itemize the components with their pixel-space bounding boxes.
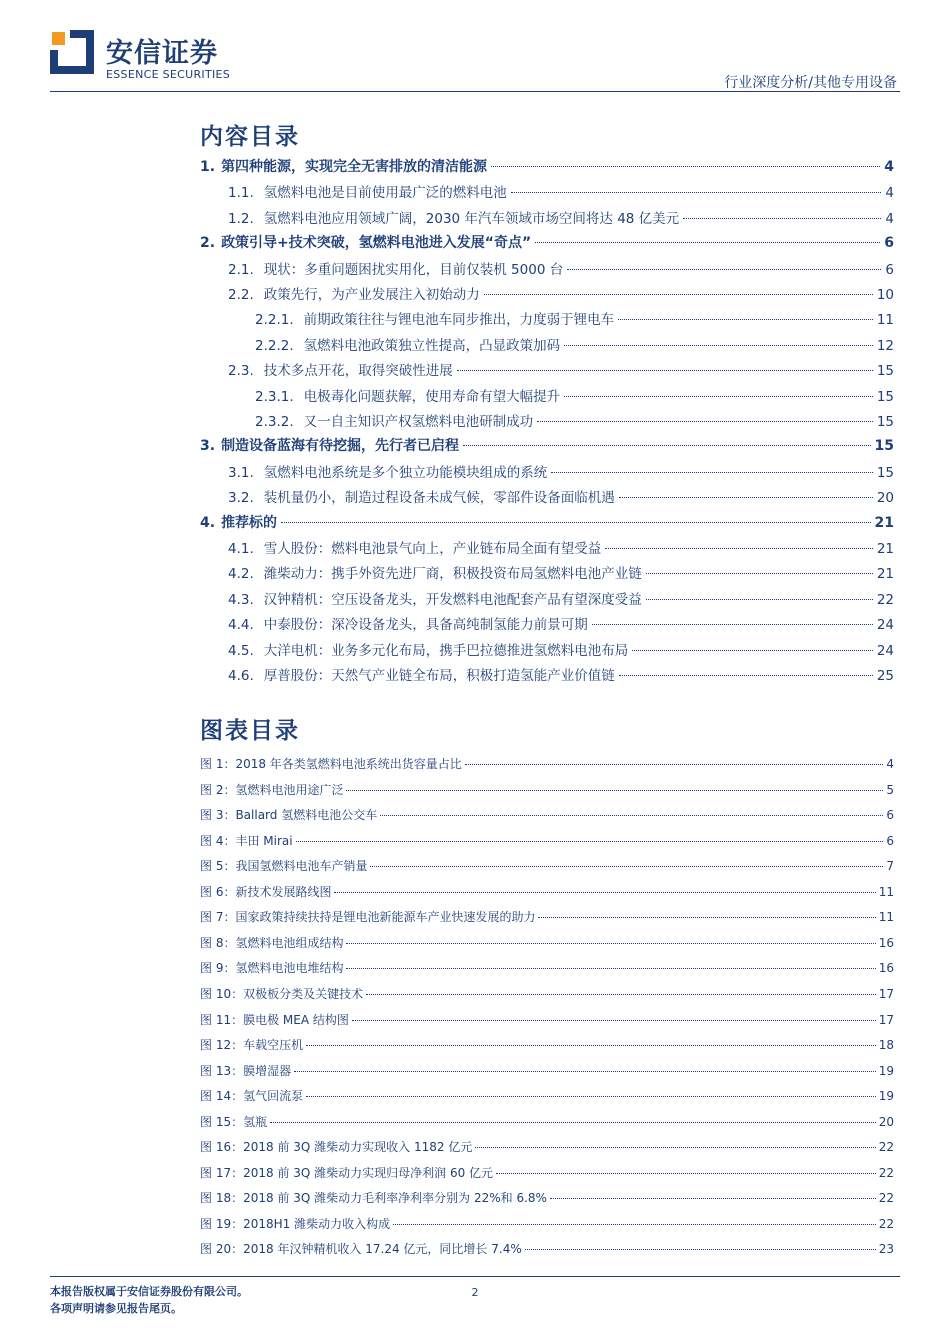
essence-logo-icon [50, 30, 94, 74]
toc-entry-page: 25 [876, 668, 894, 684]
toc-leader-dots [683, 218, 881, 219]
figure-entry-title: 2018 前 3Q 潍柴动力实现归母净利润 60 亿元 [243, 1165, 494, 1180]
toc-entry[interactable] [200, 562, 894, 584]
toc-leader-dots [551, 472, 873, 473]
toc-leader-dots [535, 242, 880, 243]
figure-list-title: 图表目录 [200, 718, 300, 744]
figure-entry-label: 图 13： [200, 1063, 244, 1078]
figure-entry-page: 6 [886, 833, 894, 848]
toc-entry-title: 技术多点开花，取得突破性进展 [263, 363, 453, 380]
toc-entry-title: 氢燃料电池应用领域广阔，2030 年汽车领域市场空间将达 48 亿美元 [263, 210, 680, 227]
figure-entry-title: 丰田 Mirai [235, 833, 293, 848]
toc-leader-dots [646, 573, 873, 574]
figure-entry-label: 图 16： [200, 1140, 244, 1155]
figure-entry-title: 氢燃料电池组成结构 [235, 935, 344, 950]
toc-entry-title: 潍柴动力：携手外资先进厂商，积极投资布局氢燃料电池产业链 [263, 566, 642, 583]
figure-entry-label: 图 3： [200, 808, 236, 823]
figure-entry-title: 氢气回流泵 [243, 1089, 304, 1104]
figure-entry-label: 图 8： [200, 935, 236, 950]
figure-entry-label: 图 18： [200, 1191, 244, 1206]
figure-entry-title: 2018 前 3Q 潍柴动力毛利率净利率分别为 22%和 6.8% [243, 1191, 547, 1206]
toc-entry-title: 又一自主知识产权氢燃料电池研制成功 [303, 414, 534, 430]
report-category: 行业深度分析/其他专用设备 [724, 75, 897, 91]
figure-leader-dots [525, 1249, 876, 1250]
figure-entry[interactable] [200, 806, 894, 824]
figure-entry-label: 图 6： [200, 884, 236, 899]
toc-entry-number: 4.2. [228, 566, 254, 583]
toc-entry[interactable] [200, 181, 894, 203]
toc-entry-title: 雪人股份：燃料电池景气向上，产业链布局全面有望受益 [263, 541, 602, 557]
toc-entry-title: 氢燃料电池政策独立性提高，凸显政策加码 [303, 337, 561, 354]
figure-leader-dots [393, 1224, 876, 1225]
figure-entry[interactable] [200, 755, 894, 773]
figure-leader-dots [306, 1045, 876, 1046]
figure-entry[interactable] [200, 1240, 894, 1258]
toc-entry-title: 汉钟精机：空压设备龙头，开发燃料电池配套产品有望深度受益 [263, 591, 642, 608]
figure-entry-label: 图 19： [200, 1216, 244, 1231]
toc-entry-page: 6 [884, 235, 894, 252]
toc-entry-number: 2.3.2. [255, 414, 294, 430]
figure-leader-dots [370, 866, 883, 867]
toc-entry-number: 2.2.1. [255, 312, 294, 329]
toc-entry[interactable] [200, 156, 894, 178]
figure-entry-title: 氢燃料电池用途广泛 [235, 782, 344, 797]
toc-entry-page: 21 [876, 541, 894, 557]
toc-entry-title: 前期政策往往与锂电池车同步推出，力度弱于锂电车 [303, 312, 615, 329]
figure-entry[interactable] [200, 1215, 894, 1233]
toc-entry[interactable] [200, 385, 894, 407]
figure-leader-dots [352, 1020, 876, 1021]
figure-entry[interactable] [200, 934, 894, 952]
toc-entry-number: 2.2.2. [255, 337, 294, 354]
figure-entry-page: 17 [878, 1012, 894, 1027]
figure-entry-page: 18 [878, 1038, 894, 1053]
toc-entry-number: 3. [200, 438, 216, 455]
toc-entry-title: 氢燃料电池是目前使用最广泛的燃料电池 [263, 185, 507, 202]
figure-entry[interactable] [200, 1189, 894, 1207]
toc-entry[interactable] [200, 461, 894, 483]
figure-entry-page: 22 [878, 1216, 894, 1231]
figure-entry[interactable] [200, 985, 894, 1003]
figure-entry[interactable] [200, 781, 894, 799]
toc-entry-page: 15 [876, 414, 894, 430]
toc-leader-dots [463, 445, 870, 446]
toc-entry[interactable] [200, 308, 894, 330]
toc-entry-number: 1.1. [228, 185, 254, 202]
toc-leader-dots [619, 497, 873, 498]
toc-entry-page: 24 [876, 617, 894, 634]
figure-entry-label: 图 2： [200, 782, 236, 797]
toc-leader-dots [511, 192, 882, 193]
figure-entry-title: 新技术发展路线图 [235, 884, 332, 899]
toc-entry-number: 2.3. [228, 363, 254, 380]
toc-entry-title: 制造设备蓝海有待挖掘，先行者已启程 [221, 438, 460, 455]
toc-entry-number: 1.2. [228, 210, 254, 227]
copyright-notice: 本报告版权属于安信证券股份有限公司。 [50, 1285, 248, 1298]
toc-entry-number: 3.2. [228, 490, 254, 507]
figure-leader-dots [346, 968, 875, 969]
toc-entry[interactable] [200, 410, 894, 432]
figure-entry-page: 19 [878, 1089, 894, 1104]
toc-entry-page: 15 [876, 464, 894, 481]
figure-leader-dots [346, 943, 875, 944]
figure-entry-title: 我国氢燃料电池车产销量 [235, 859, 368, 874]
toc-leader-dots [484, 294, 873, 295]
toc-entry-number: 4.1. [228, 541, 254, 557]
toc-entry-title: 政策先行，为产业发展注入初始动力 [263, 287, 480, 303]
figure-entry-title: 膜增湿器 [243, 1063, 292, 1078]
toc-leader-dots [457, 370, 873, 371]
toc-entry-title: 电极毒化问题获解，使用寿命有望大幅提升 [303, 388, 561, 405]
toc-entry-page: 22 [876, 591, 894, 608]
toc-entry-page: 15 [876, 363, 894, 380]
toc-entry-title: 中泰股份：深冷设备龙头，具备高纯制氢能力前景可期 [263, 617, 588, 634]
figure-entry[interactable] [200, 1113, 894, 1131]
toc-entry-page: 20 [876, 490, 894, 507]
toc-entry-title: 推荐标的 [221, 514, 278, 531]
figure-leader-dots [550, 1198, 876, 1199]
figure-entry-title: 氢瓶 [243, 1114, 268, 1129]
footer-divider [50, 1276, 900, 1277]
figure-entry-label: 图 12： [200, 1038, 244, 1053]
toc-entry-page: 11 [876, 312, 894, 329]
toc-entry-title: 氢燃料电池系统是多个独立功能模块组成的系统 [263, 464, 548, 481]
toc-entry-title: 第四种能源，实现完全无害排放的清洁能源 [221, 159, 488, 175]
figure-entry-label: 图 7： [200, 910, 236, 925]
figure-entry-label: 图 11： [200, 1012, 244, 1027]
figure-entry-page: 19 [878, 1063, 894, 1078]
toc-entry[interactable] [200, 613, 894, 635]
page-number: 2 [471, 1286, 479, 1299]
figure-entry-title: 2018 年汉钟精机收入 17.24 亿元，同比增长 7.4% [243, 1242, 522, 1257]
figure-entry-title: 车载空压机 [243, 1038, 304, 1053]
figure-leader-dots [306, 1096, 876, 1097]
figure-entry[interactable] [200, 1036, 894, 1054]
toc-entry-title: 大洋电机：业务多元化布局，携手巴拉德推进氢燃料电池布局 [263, 642, 629, 659]
figure-leader-dots [296, 841, 884, 842]
toc-entry[interactable] [200, 334, 894, 356]
figure-entry[interactable] [200, 1011, 894, 1029]
toc-entry-number: 4.3. [228, 591, 254, 608]
toc-entry[interactable] [200, 207, 894, 229]
figure-leader-dots [538, 917, 875, 918]
figure-leader-dots [496, 1173, 876, 1174]
figure-entry-title: 2018 年各类氢燃料电池系统出货容量占比 [235, 757, 462, 771]
toc-entry-page: 4 [885, 210, 894, 227]
toc-entry-title: 装机量仍小，制造过程设备未成气候，零部件设备面临机遇 [263, 490, 615, 507]
toc-leader-dots [491, 166, 880, 167]
header-divider [50, 91, 900, 92]
toc-leader-dots [592, 624, 873, 625]
toc-entry-page: 15 [874, 438, 894, 455]
toc-leader-dots [605, 548, 873, 549]
toc-entry-page: 4 [885, 185, 894, 202]
toc-entry[interactable] [200, 664, 894, 686]
figure-entry-page: 22 [878, 1140, 894, 1155]
figure-entry-page: 23 [878, 1242, 894, 1257]
toc-leader-dots [632, 650, 873, 651]
toc-entry[interactable] [200, 283, 894, 305]
toc-entry-page: 4 [884, 159, 894, 175]
figure-entry-title: 2018H1 潍柴动力收入构成 [243, 1216, 391, 1231]
figure-leader-dots [294, 1071, 876, 1072]
company-logo [50, 30, 240, 82]
figure-entry-label: 图 1： [200, 757, 236, 771]
figure-entry[interactable] [200, 857, 894, 875]
figure-leader-dots [346, 790, 883, 791]
toc-leader-dots [281, 522, 870, 523]
toc-leader-dots [537, 421, 873, 422]
figure-entry-page: 11 [878, 884, 894, 899]
figure-entry-page: 22 [878, 1165, 894, 1180]
toc-leader-dots [646, 599, 873, 600]
figure-entry-label: 图 15： [200, 1114, 244, 1129]
figure-entry[interactable] [200, 1164, 894, 1182]
toc-entry[interactable] [200, 435, 894, 457]
figure-entry[interactable] [200, 1062, 894, 1080]
toc-entry-page: 10 [876, 287, 894, 303]
toc-entry-title: 政策引导+技术突破，氢燃料电池进入发展“奇点” [221, 235, 532, 252]
toc-entry-title: 厚普股份：天然气产业链全布局，积极打造氢能产业价值链 [263, 668, 615, 684]
figure-leader-dots [270, 1122, 876, 1123]
toc-entry-page: 24 [876, 642, 894, 659]
toc-entry-page: 21 [874, 514, 894, 531]
figure-entry-title: 膜电极 MEA 结构图 [243, 1012, 349, 1027]
toc-entry[interactable] [200, 486, 894, 508]
toc-entry[interactable] [200, 512, 894, 534]
toc-entry-page: 21 [876, 566, 894, 583]
figure-entry-page: 5 [886, 782, 894, 797]
figure-leader-dots [475, 1147, 875, 1148]
disclaimer-notice: 各项声明请参见报告尾页。 [50, 1302, 182, 1315]
brand-name-cn: 安信证券 [106, 38, 218, 69]
toc-leader-dots [564, 345, 873, 346]
figure-entry[interactable] [200, 1087, 894, 1105]
toc-entry-number: 2.1. [228, 261, 254, 278]
toc-entry[interactable] [200, 588, 894, 610]
figure-entry-title: 国家政策持续扶持是锂电池新能源车产业快速发展的助力 [235, 910, 536, 925]
toc-entry-title: 现状：多重问题困扰实用化，目前仅装机 5000 台 [263, 261, 564, 278]
figure-entry-label: 图 9： [200, 961, 236, 976]
figure-entry-label: 图 5： [200, 859, 236, 874]
figure-entry-page: 16 [878, 961, 894, 976]
figure-entry-label: 图 20： [200, 1242, 244, 1257]
figure-entry-page: 6 [886, 808, 894, 823]
figure-leader-dots [366, 994, 876, 995]
toc-entry-number: 3.1. [228, 464, 254, 481]
toc-entry[interactable] [200, 359, 894, 381]
toc-entry[interactable] [200, 232, 894, 254]
figure-entry-title: 双极板分类及关键技术 [243, 986, 364, 1001]
figure-entry-label: 图 14： [200, 1089, 244, 1104]
figure-entry[interactable] [200, 1138, 894, 1156]
figure-leader-dots [334, 892, 875, 893]
toc-title: 内容目录 [200, 124, 300, 150]
toc-entry[interactable] [200, 258, 894, 280]
toc-entry-page: 12 [876, 337, 894, 354]
toc-entry-number: 2. [200, 235, 216, 252]
brand-name-en: ESSENCE SECURITIES [106, 68, 231, 81]
figure-leader-dots [380, 815, 883, 816]
toc-entry-number: 2.3.1. [255, 388, 294, 405]
toc-leader-dots [567, 269, 881, 270]
toc-entry[interactable] [200, 639, 894, 661]
figure-entry-label: 图 10： [200, 986, 244, 1001]
toc-leader-dots [618, 319, 873, 320]
figure-entry-page: 17 [878, 986, 894, 1001]
figure-leader-dots [465, 764, 884, 765]
toc-entry-number: 2.2. [228, 287, 254, 303]
toc-leader-dots [564, 396, 873, 397]
figure-entry[interactable] [200, 883, 894, 901]
toc-entry-page: 6 [885, 261, 894, 278]
figure-entry[interactable] [200, 832, 894, 850]
figure-entry[interactable] [200, 908, 894, 926]
figure-entry-page: 22 [878, 1191, 894, 1206]
figure-entry-title: Ballard 氢燃料电池公交车 [235, 808, 378, 823]
toc-entry[interactable] [200, 537, 894, 559]
figure-entry-page: 11 [878, 910, 894, 925]
figure-entry-page: 20 [878, 1114, 894, 1129]
figure-entry-page: 4 [886, 757, 894, 771]
toc-entry-page: 15 [876, 388, 894, 405]
figure-entry-page: 16 [878, 935, 894, 950]
toc-leader-dots [619, 675, 873, 676]
toc-entry-number: 1. [200, 159, 216, 175]
toc-entry-number: 4.4. [228, 617, 254, 634]
figure-entry[interactable] [200, 959, 894, 977]
toc-entry-number: 4.5. [228, 642, 254, 659]
toc-entry-number: 4. [200, 514, 216, 531]
figure-entry-title: 氢燃料电池电堆结构 [235, 961, 344, 976]
figure-entry-title: 2018 前 3Q 潍柴动力实现收入 1182 亿元 [243, 1140, 473, 1155]
figure-entry-label: 图 17： [200, 1165, 244, 1180]
figure-entry-label: 图 4： [200, 833, 236, 848]
figure-entry-page: 7 [886, 859, 894, 874]
toc-entry-number: 4.6. [228, 668, 254, 684]
